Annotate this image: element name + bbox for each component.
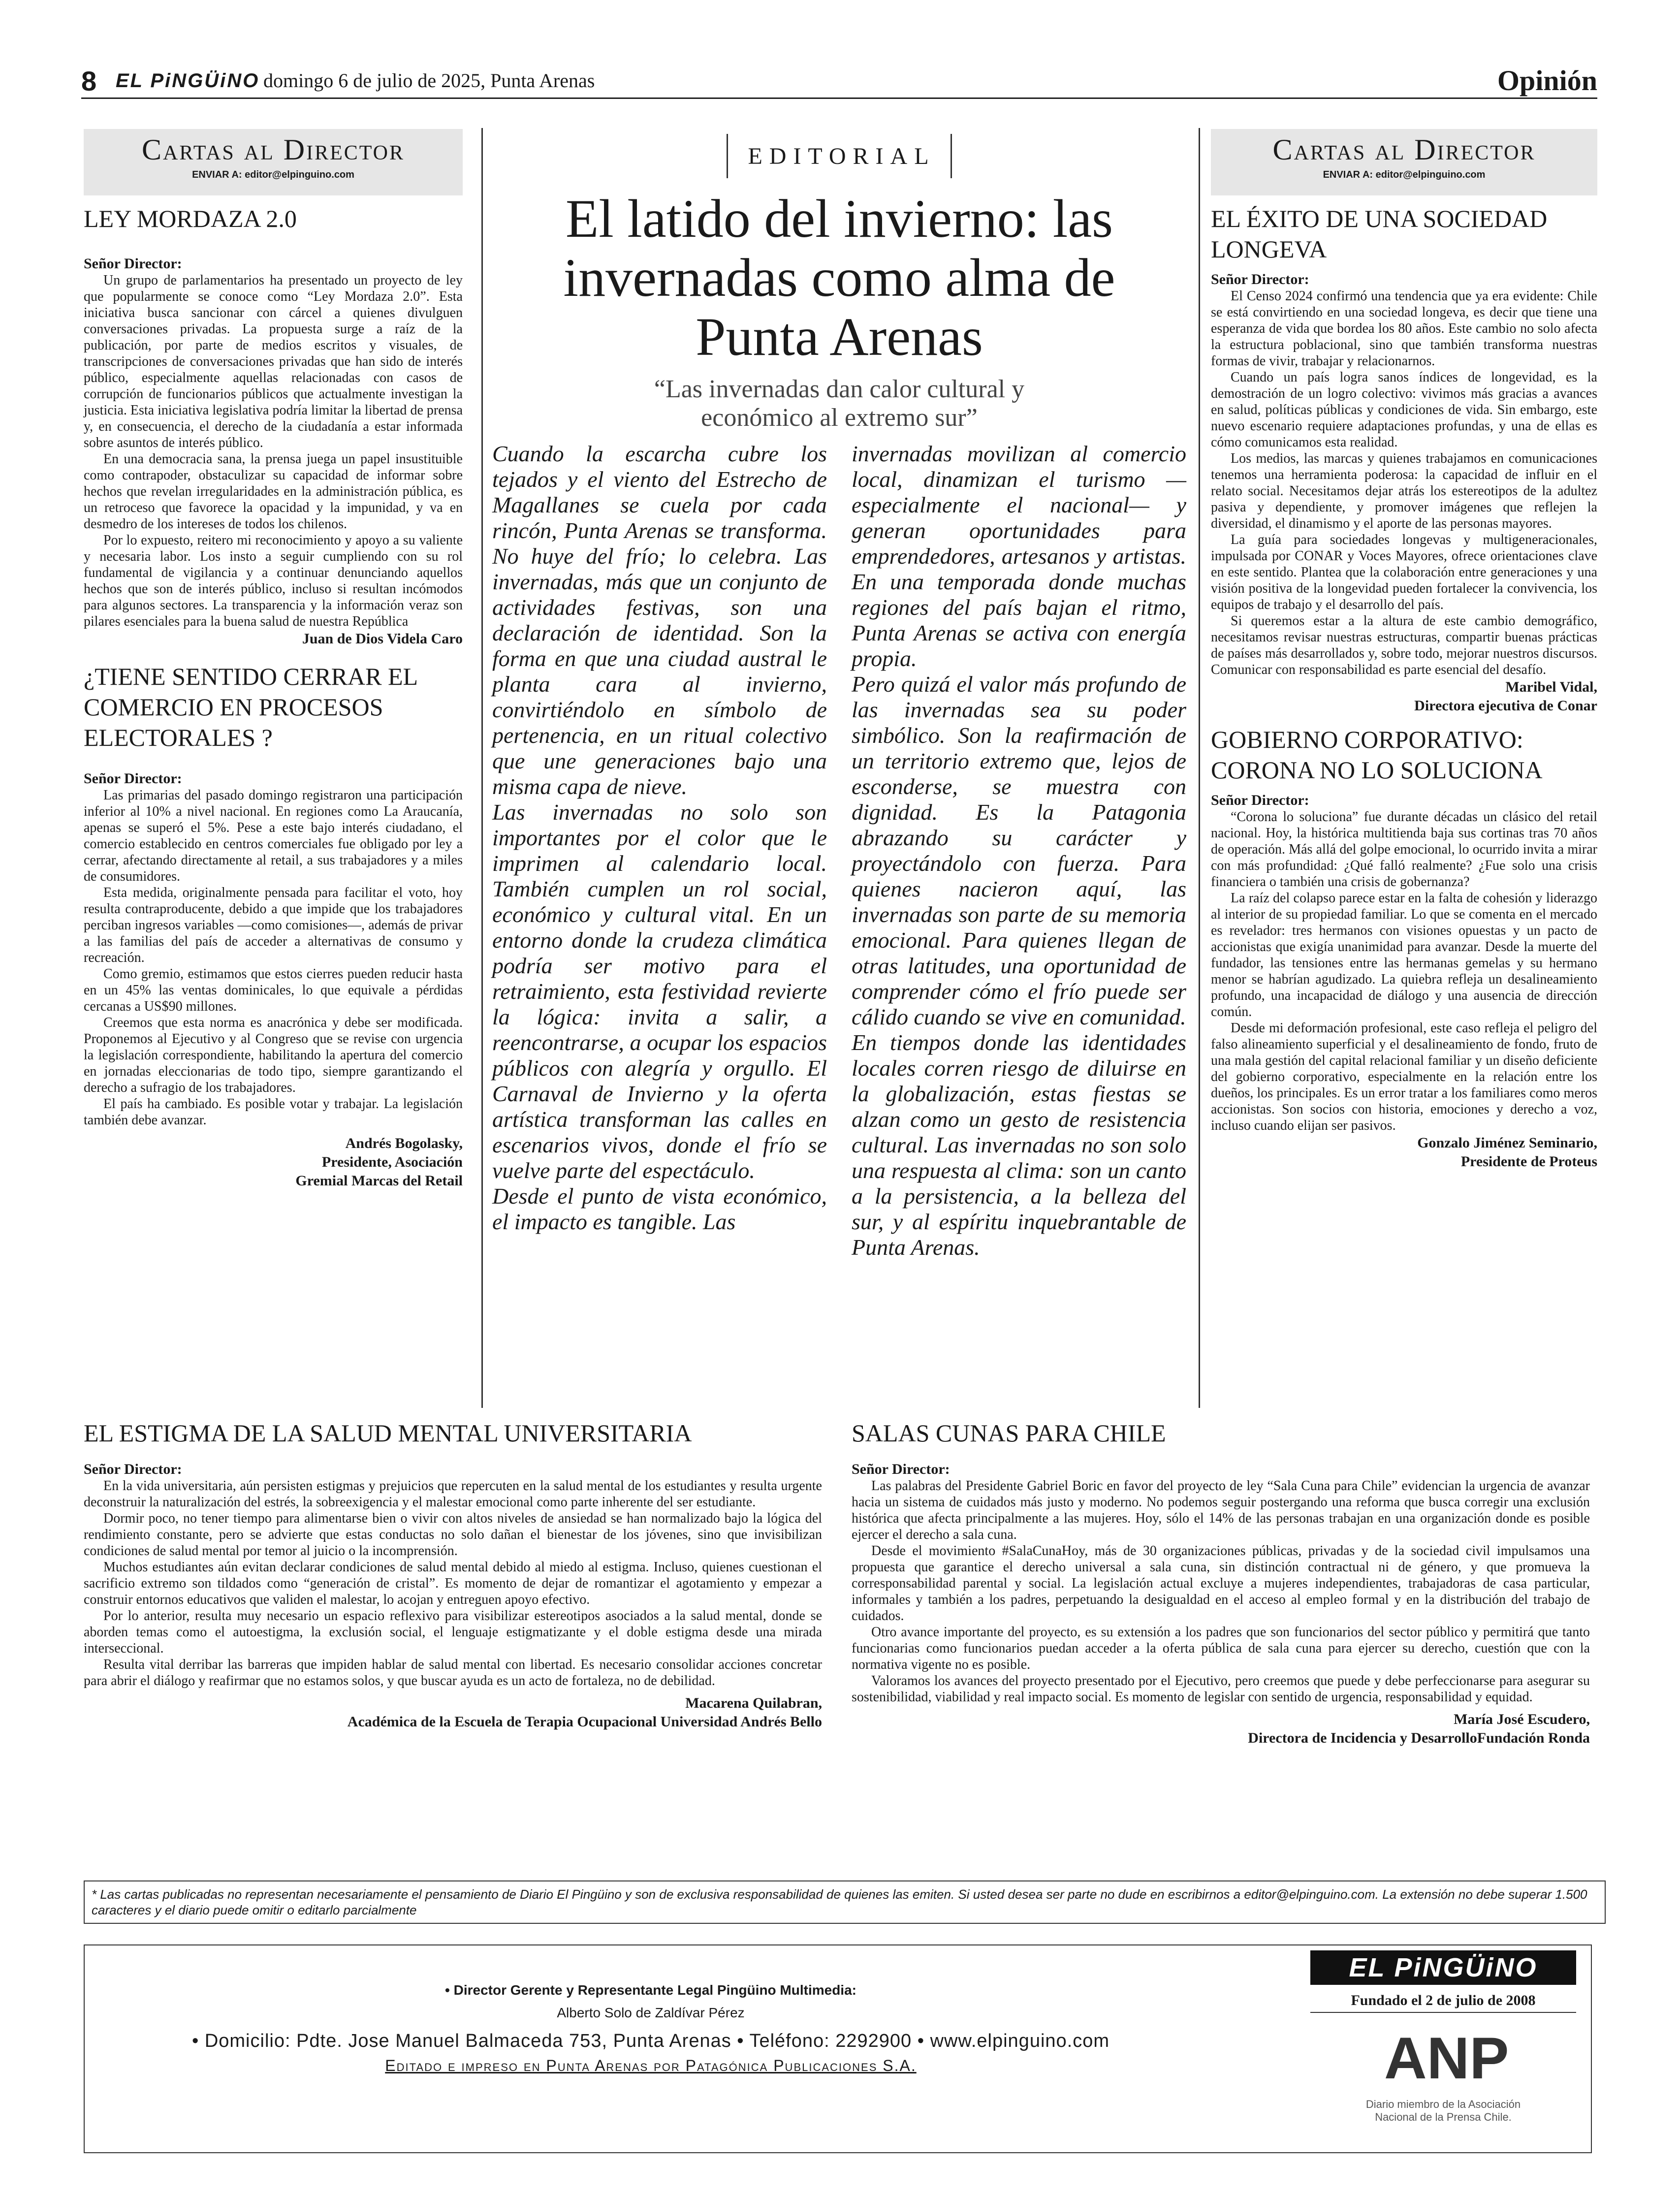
letter-sociedad-longeva bbox=[1211, 203, 1597, 715]
letter-body bbox=[852, 1478, 1590, 1705]
cartas-box bbox=[84, 129, 463, 195]
salutation: Señor Director: bbox=[1211, 271, 1309, 287]
paragraph: Un grupo de parlamentarios ha presentado un proyecto de ley que popularmente se conoce como “Ley Mordaza 2.0”. Esta iniciativa busca sancionar con cárcel a quienes divulguen conversaciones privadas. La propuesta surge a raíz de la publicación, por parte de medios escritos y visuales, de transcripciones de conversaciones privadas que han sido de interés público, especialmente aquellas relacionadas con casos de corrupción de funcionarios públicos que actualmente investigan la justicia. Esta iniciativa legislativa podría limitar la libertad de prensa y, en consecuencia, el derecho de la ciudadanía a estar informada sobre asuntos de interés público. bbox=[84, 273, 463, 450]
letter-body bbox=[1211, 809, 1597, 1134]
letter-body bbox=[84, 272, 463, 630]
letter-ley-mordaza bbox=[84, 203, 463, 648]
signature-line: Presidente de Proteus bbox=[1460, 1153, 1597, 1170]
paragraph: Como gremio, estimamos que estos cierres pueden reducir hasta en un 45% las ventas dominicales, lo que equivale a pérdidas cercanas a US$90 millones. bbox=[84, 966, 463, 1014]
disclaimer-box bbox=[84, 1880, 1606, 1924]
printed-by: Editado e impreso en Punta Arenas por Patagónica Publicaciones S.A. bbox=[385, 2057, 917, 2074]
letter-title: ¿TIENE SENTIDO CERRAR EL COMERCIO EN PROCESOS ELECTORALES ? bbox=[84, 663, 417, 751]
letter-title: GOBIERNO CORPORATIVO: CORONA NO LO SOLUCIONA bbox=[1211, 726, 1543, 784]
date-line: domingo 6 de julio de 2025, Punta Arenas bbox=[263, 69, 595, 92]
salutation: Señor Director: bbox=[84, 1461, 182, 1477]
salutation: Señor Director: bbox=[84, 770, 182, 787]
salutation: Señor Director: bbox=[84, 255, 182, 272]
signature bbox=[84, 630, 463, 648]
signature-line: Andrés Bogolasky, bbox=[345, 1135, 463, 1151]
paragraph: Las palabras del Presidente Gabriel Boric en favor del proyecto de ley “Sala Cuna para Chile” evidencian la urgencia de avanzar hacia un sistema de cuidados más justo y moderno. No podemos seguir postergando una reforma que busca corregir una exclusión histórica que afecta principalmente a las mujeres. Hoy, sólo el 14% de las personas trabajan en una organización donde es posible ejercer el derecho a sala cuna. bbox=[852, 1478, 1590, 1542]
editorial-body bbox=[492, 441, 1186, 1260]
paragraph: El Censo 2024 confirmó una tendencia que ya era evidente: Chile se está convirtiendo en una sociedad longeva, es decir que tiene una esperanza de vida que bordea los 80 años. Este cambio no solo afecta la estructura poblacional, sino que también transforma nuestras formas de vivir, trabajar y relacionarnos. bbox=[1211, 288, 1597, 369]
signature-line: Directora ejecutiva de Conar bbox=[1414, 698, 1597, 714]
paragraph: La raíz del colapso parece estar en la falta de cohesión y liderazgo al interior de su propiedad familiar. Lo que se comenta en el mercado es revelador: tres hermanos con visiones opuestas y un pacto de accionistas que exigía unanimidad para avanzar. Desde la muerte del fundador, las tensiones entre las hermanas gemelas y su hermano menor se habrían agudizado. La quiebra refleja un desalineamiento profundo, una incapacidad de diálogo y una ausencia de dirección común. bbox=[1211, 891, 1597, 1019]
editorial-subtitle: “Las invernadas dan calor cultural y económico al extremo sur” bbox=[654, 375, 1025, 432]
signature bbox=[852, 1710, 1590, 1748]
imprint-box bbox=[84, 1944, 1592, 2153]
paragraph: Creemos que esta norma es anacrónica y debe ser modificada. Proponemos al Ejecutivo y al Congreso que se revise con urgencia la legislación correspondiente, habilitando la apertura del comercio en jornadas eleccionarias de todo tipo, siempre garantizando el derecho a sufragio de los trabajadores. bbox=[84, 1015, 463, 1095]
letter-gobierno-corporativo bbox=[1211, 724, 1597, 1171]
paragraph: En una democracia sana, la prensa juega un papel insustituible como contrapoder, obstaculizar su capacidad de informar sobre hechos que revelan irregularidades en la administración pública, es un retroceso que favorece la opacidad y la impunidad, y va en desmedro de los intereses de todos los chilenos. bbox=[84, 451, 463, 532]
signature bbox=[84, 1134, 463, 1190]
paragraph: Las invernadas no solo son importantes por el color que le imprimen al calendario local. También cumplen un rol social, económico y cultural vital. En un entorno donde la crudeza climática podría ser motivo para el retraimiento, esta festividad revierte la lógica: invita a salir, a reencontrarse, a ocupar los espacios públicos con alegría y orgullo. El Carnaval de Invierno y la oferta artística transforman las calles en escenarios vivos, donde el frío se vuelve parte del espectáculo. bbox=[492, 799, 827, 1183]
signature-line: Académica de la Escuela de Terapia Ocupacional Universidad Andrés Bello bbox=[347, 1714, 822, 1730]
signature bbox=[84, 1694, 822, 1731]
section-title: Opinión bbox=[1497, 64, 1597, 96]
signature bbox=[1211, 1134, 1597, 1171]
cartas-email: ENVIAR A: editor@elpinguino.com bbox=[1323, 169, 1486, 180]
director-name: Alberto Solo de Zaldívar Pérez bbox=[557, 2005, 745, 2020]
signature-line: Macarena Quilabran, bbox=[685, 1695, 822, 1711]
signature-line: María José Escudero, bbox=[1454, 1711, 1590, 1727]
editorial-title: El latido del invierno: las invernadas como alma de Punta Arenas bbox=[563, 189, 1115, 367]
left-column bbox=[84, 129, 463, 1190]
letter-body bbox=[84, 787, 463, 1128]
cartas-title: Cartas al Director bbox=[141, 133, 405, 166]
footer-logo: EL PiNGÜiNO bbox=[1310, 1950, 1576, 1985]
editorial-column bbox=[852, 441, 1186, 1260]
paragraph: Cuando la escarcha cubre los tejados y el viento del Estrecho de Magallanes se cuela por cada rincón, Punta Arenas se transforma. No huye del frío; lo celebra. Las invernadas, más que un conjunto de actividades festivas, son una declaración de identidad. Son la forma en que una ciudad austral le planta cara al invierno, convirtiéndolo en símbolo de pertenencia, en un ritual colectivo que une generaciones bajo una misma capa de nieve. bbox=[492, 441, 827, 799]
letter-title: SALAS CUNAS PARA CHILE bbox=[852, 1419, 1166, 1447]
paragraph: Resulta vital derribar las barreras que impiden hablar de salud mental con libertad. Es necesario consolidar acciones concretar para abrir el diálogo y reafirmar que no estamos solos, y que buscar ayuda es un acto de fortaleza, no de debilidad. bbox=[84, 1657, 822, 1688]
letter-title: EL ESTIGMA DE LA SALUD MENTAL UNIVERSITARIA bbox=[84, 1419, 692, 1447]
paragraph: Desde el movimiento #SalaCunaHoy, más de 30 organizaciones públicas, privadas y de la sociedad civil impulsamos una propuesta que garantice el derecho universal a sala cuna, sin distinción contractual ni de género, y que promueva la corresponsabilidad parental y social. La legislación actual excluye a mujeres independientes, trabajadoras de casa particular, informales y también a los padres, perpetuando la desigualdad en el acceso al empleo formal y en la distribución del trabajo de cuidados. bbox=[852, 1543, 1590, 1624]
director-label: • Director Gerente y Representante Legal Pingüino Multimedia: bbox=[445, 1982, 856, 1998]
founded-line: Fundado el 2 de julio de 2008 bbox=[1310, 1992, 1576, 2013]
paragraph: Valoramos los avances del proyecto presentado por el Ejecutivo, pero creemos que puede y debe perfeccionarse para asegurar su sostenibilidad, viabilidad y real impacto social. Es momento de legislar con sentido de urgencia, responsabilidad y equidad. bbox=[852, 1673, 1590, 1705]
paragraph: En la vida universitaria, aún persisten estigmas y prejuicios que repercuten en la salud mental de los estudiantes y resulta urgente deconstruir la naturalización del estrés, la sobreexigencia y el malestar emocional como parte inherente del ser estudiante. bbox=[84, 1478, 822, 1510]
signature-line: Juan de Dios Videla Caro bbox=[302, 631, 463, 647]
editorial-tag: EDITORIAL bbox=[748, 143, 936, 169]
editorial-tag-row bbox=[492, 129, 1186, 183]
address-line: • Domicilio: Pdte. Jose Manuel Balmaceda 753, Punta Arenas • Teléfono: 2292900 • www.elpinguino.com bbox=[191, 2031, 1110, 2051]
paragraph: Otro avance importante del proyecto, es su extensión a los padres que son funcionarios del sector público y permitirá que tanto funcionarias como funcionarios puedan acceder a la oferta pública de sala cuna para ejercer su derecho, cuestión que con la normativa vigente no es posible. bbox=[852, 1625, 1590, 1672]
letter-body bbox=[1211, 288, 1597, 678]
disclaimer-text: * Las cartas publicadas no representan necesariamente el pensamiento de Diario El Pingüino y son de exclusiva responsabilidad de quienes las emiten. Si usted desea ser parte no dude en escribirnos a editor@elpinguino.com. La extensión no debe superar 1.500 caracteres y el diario puede omitir o editarlo parcialmente bbox=[92, 1887, 1587, 1917]
signature-line: Gonzalo Jiménez Seminario, bbox=[1417, 1135, 1597, 1151]
paragraph: Pero quizá el valor más profundo de las invernadas sea su poder simbólico. Son la reafirmación de un territorio extremo que, lejos de esconderse, se muestra con dignidad. Es la Patagonia abrazando su carácter y proyectándolo con fuerza. Para quienes nacieron aquí, las invernadas son parte de su memoria emocional. Para quienes llegan de otras latitudes, una oportunidad de comprender cómo el frío puede ser cálido cuando se vive en comunidad. bbox=[852, 671, 1186, 1029]
paragraph: “Corona lo soluciona” fue durante décadas un clásico del retail nacional. Hoy, la histórica multitienda baja sus cortinas tras 70 años de operación. Más allá del golpe emocional, lo ocurrido invita a mirar con más profundidad: ¿Qué falló realmente? ¿Fue solo una crisis financiera o también una crisis de gobernanza? bbox=[1211, 809, 1597, 890]
right-column bbox=[1211, 129, 1597, 1171]
paragraph: La guía para sociedades longevas y multigeneracionales, impulsada por CONAR y Voces Mayores, ofrece orientaciones clave en este sentido. Plantea que la colaboración entre generaciones y una visión positiva de la longevidad pueden fortalecer la convivencia, los equipos de trabajo y el desarrollo del país. bbox=[1211, 532, 1597, 612]
paragraph: Desde el punto de vista económico, el impacto es tangible. Las bbox=[492, 1183, 827, 1234]
paragraph: Los medios, las marcas y quienes trabajamos en comunicaciones tenemos una herramienta poderosa: la capacidad de influir en el relato social. Necesitamos dejar atrás los estereotipos de la adultez pasiva y dependiente, y promover imágenes que reflejen la diversidad, el dinamismo y el aporte de las personas mayores. bbox=[1211, 451, 1597, 531]
signature-line: Maribel Vidal, bbox=[1505, 679, 1597, 695]
page-header bbox=[81, 63, 1597, 99]
paragraph: Las primarias del pasado domingo registraron una participación inferior al 10% a nivel nacional. En regiones como La Araucanía, apenas se superó el 5%. Pese a este bajo interés ciudadano, el comercio establecido en centros comerciales fue obligado por ley a cerrar, afectando directamente al retail, a sus trabajadores y a miles de consumidores. bbox=[84, 788, 463, 884]
signature-line: Gremial Marcas del Retail bbox=[295, 1173, 463, 1189]
column-rule bbox=[481, 128, 483, 1408]
letter-title: EL ÉXITO DE UNA SOCIEDAD LONGEVA bbox=[1211, 205, 1548, 263]
signature-line: Directora de Incidencia y DesarrolloFundación Ronda bbox=[1248, 1730, 1590, 1746]
editorial-column bbox=[492, 441, 827, 1260]
header-logo: EL PiNGÜiNO bbox=[116, 70, 260, 92]
letter-title: LEY MORDAZA 2.0 bbox=[84, 205, 297, 232]
paragraph: Desde mi deformación profesional, este caso refleja el peligro del falso alineamiento superficial y el desalineamiento de fondo, fruto de una mala gestión del capital relacional familiar y un diseño deficiente del gobierno corporativo, especialmente en la relación entre los dueños, los principales. Es un error tratar a los familiares como meros accionistas. Son socios con historia, emociones y derecho a voz, incluso cuando elijan ser pasivos. bbox=[1211, 1020, 1597, 1133]
paragraph: En tiempos donde las identidades locales corren riesgo de diluirse en la globalización, estas fiestas se alzan como un gesto de resistencia cultural. Las invernadas no son solo una respuesta al clima: son un canto a la persistencia, a la belleza del sur, y al espíritu inquebrantable de Punta Arenas. bbox=[852, 1030, 1186, 1260]
cartas-email: ENVIAR A: editor@elpinguino.com bbox=[192, 169, 354, 180]
paragraph: Si queremos estar a la altura de este cambio demográfico, necesitamos revisar nuestras estructuras, compartir buenas prácticas de países más desarrollados y, sobre todo, mejorar nuestros discursos. Comunicar con responsabilidad es parte esencial del desafío. bbox=[1211, 613, 1597, 677]
letter-body bbox=[84, 1478, 822, 1689]
salutation: Señor Director: bbox=[852, 1461, 950, 1477]
letter-salas-cunas bbox=[852, 1418, 1590, 1748]
anp-text: Diario miembro de la Asociación Nacional de la Prensa Chile. bbox=[1365, 2098, 1521, 2123]
paragraph: Por lo anterior, resulta muy necesario un espacio reflexivo para visibilizar estereotipos asociados a la salud mental, donde se aborden temas como el autoestigma, la exclusión social, el lenguaje estigmatizante y el doble estigma desde una mirada interseccional. bbox=[84, 1608, 822, 1656]
paragraph: El país ha cambiado. Es posible votar y trabajar. La legislación también debe avanzar. bbox=[84, 1096, 463, 1128]
paragraph: Por lo expuesto, reitero mi reconocimiento y apoyo a su valiente y necesaria labor. Los insto a seguir cumpliendo con su rol fundamental de vigilancia y a continuar denunciando aquellos hechos que son de interés público, incluso si resultan incómodos para algunos sectores. La transparencia y la información veraz son pilares esenciales para la buena salud de nuestra República bbox=[84, 533, 463, 629]
letter-cerrar-comercio bbox=[84, 661, 463, 1190]
editorial bbox=[492, 129, 1186, 1260]
paragraph: Muchos estudiantes aún evitan declarar condiciones de salud mental debido al miedo al estigma. Incluso, quienes cuestionan el sacrificio extremo son tildados como “generación de cristal”. Es momento de dejar de romantizar el agotamiento y empezar a construir entornos educativos que validen el malestar, lo acojan y entreguen apoyo efectivo. bbox=[84, 1560, 822, 1607]
page-number: 8 bbox=[81, 65, 97, 96]
imprint-text bbox=[85, 1982, 1217, 2075]
paragraph: invernadas movilizan al comercio local, dinamizan el turismo —especialmente el nacional— y generan oportunidades para emprendedores, artesanos y artistas. En una temporada donde muchas regiones del país bajan el ritmo, Punta Arenas se activa con energía propia. bbox=[852, 441, 1186, 671]
column-rule bbox=[1199, 128, 1200, 1408]
letter-salud-mental bbox=[84, 1418, 822, 1731]
signature-line: Presidente, Asociación bbox=[321, 1154, 463, 1170]
paragraph: Dormir poco, no tener tiempo para alimentarse bien o vivir con altos niveles de ansiedad se han normalizado bajo la lógica del rendimiento constante, pero se advierte que estas conductas no solo dañan el bienestar de los jóvenes, sino que invisibilizan condiciones de salud mental por temor al juicio o la incomprensión. bbox=[84, 1511, 822, 1559]
cartas-box bbox=[1211, 129, 1597, 195]
paragraph: Cuando un país logra sanos índices de longevidad, es la demostración de un logro colectivo: vivimos más gracias a avances en salud, políticas públicas y condiciones de vida. Sin embargo, este nuevo escenario requiere adaptaciones profundas, y una de ellas es cómo comunicamos esta realidad. bbox=[1211, 370, 1597, 450]
anp-logo: ANP bbox=[1384, 2025, 1509, 2091]
signature bbox=[1211, 678, 1597, 715]
paragraph: Esta medida, originalmente pensada para facilitar el voto, hoy resulta contraproducente, debido a que impide que los trabajadores perciban ingresos variables —como comisiones—, además de privar a las familias del país de acceder a alternativas de consumo y recreación. bbox=[84, 885, 463, 965]
cartas-title: Cartas al Director bbox=[1272, 133, 1536, 166]
salutation: Señor Director: bbox=[1211, 792, 1309, 808]
